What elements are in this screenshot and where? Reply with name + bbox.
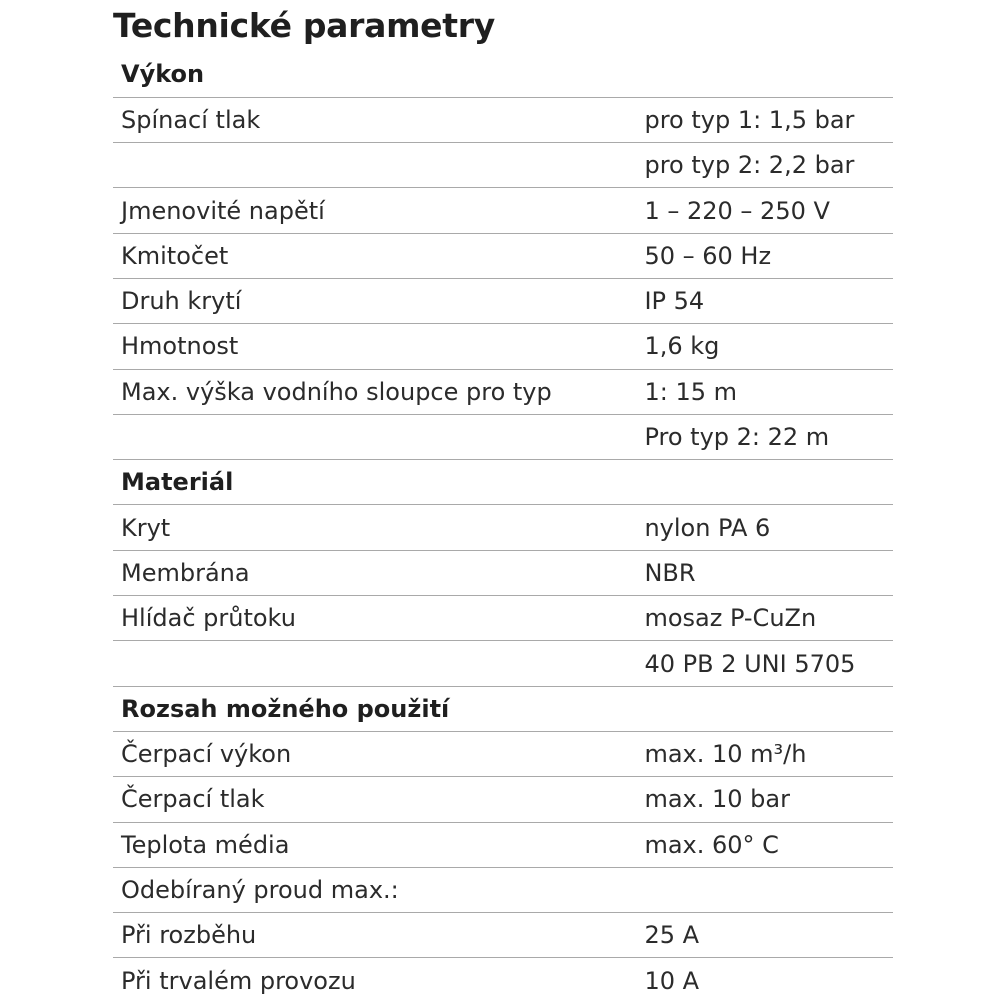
parameter-value: 1 – 220 – 250 V (636, 188, 893, 233)
parameter-value: 50 – 60 Hz (636, 233, 893, 278)
table-row (113, 596, 893, 641)
parameter-label: Kryt (113, 505, 636, 550)
parameter-label: Spínací tlak (113, 97, 636, 142)
table-row (113, 913, 893, 958)
table-row (113, 505, 893, 550)
parameter-value (636, 867, 893, 912)
parameter-value: pro typ 2: 2,2 bar (636, 143, 893, 188)
parameter-label: Čerpací tlak (113, 777, 636, 822)
parameter-label: Max. výška vodního sloupce pro typ (113, 369, 636, 414)
table-row (113, 550, 893, 595)
parameter-value: mosaz P-CuZn (636, 596, 893, 641)
parameter-value: 10 A (644, 966, 700, 995)
table-row (113, 324, 893, 369)
parameter-label (113, 641, 636, 686)
parameter-value: 1: 15 m (636, 369, 893, 414)
section-header-row (113, 686, 893, 731)
parameter-label: Odebíraný proud max.: (113, 867, 636, 912)
table-row (113, 233, 893, 278)
parameter-label (113, 143, 636, 188)
parameter-label: Při rozběhu (113, 913, 636, 958)
table-row (113, 143, 893, 188)
parameter-value: max. 60° C (636, 822, 893, 867)
page-title: Technické parametry (113, 6, 495, 45)
table-row (113, 97, 893, 142)
table-row (113, 278, 893, 323)
parameter-value: Pro typ 2: 22 m (636, 414, 893, 459)
parameter-value: 25 A (636, 913, 893, 958)
table-row (113, 777, 893, 822)
section-title: Výkon (113, 52, 893, 97)
parameter-label: Hmotnost (113, 324, 636, 369)
parameter-label: Membrána (113, 550, 636, 595)
parameter-label: Jmenovité napětí (113, 188, 636, 233)
parameter-value: nylon PA 6 (636, 505, 893, 550)
table-row (113, 822, 893, 867)
parameter-value: NBR (636, 550, 893, 595)
table-row (113, 369, 893, 414)
parameter-label: Při trvalém provozu (121, 966, 356, 995)
table-row (113, 867, 893, 912)
parameter-value: max. 10 m³/h (636, 731, 893, 776)
section-header-row (113, 460, 893, 505)
parameter-value: max. 10 bar (636, 777, 893, 822)
parameter-label: Teplota média (113, 822, 636, 867)
table-row (113, 958, 893, 1003)
spec-table-body (113, 52, 893, 1003)
parameter-label (113, 414, 636, 459)
table-row (113, 188, 893, 233)
table-row (113, 414, 893, 459)
parameter-value: IP 54 (636, 278, 893, 323)
parameter-label: Čerpací výkon (113, 731, 636, 776)
parameter-label: Hlídač průtoku (113, 596, 636, 641)
section-title: Rozsah možného použití (113, 686, 893, 731)
table-row (113, 641, 893, 686)
parameter-label: Druh krytí (113, 278, 636, 323)
parameter-value: pro typ 1: 1,5 bar (636, 97, 893, 142)
parameter-value: 1,6 kg (636, 324, 893, 369)
table-row (113, 731, 893, 776)
parameter-value: 40 PB 2 UNI 5705 (636, 641, 893, 686)
parameter-label: Kmitočet (113, 233, 636, 278)
section-header-row (113, 52, 893, 97)
spec-table (113, 52, 893, 1003)
section-title: Materiál (113, 460, 893, 505)
